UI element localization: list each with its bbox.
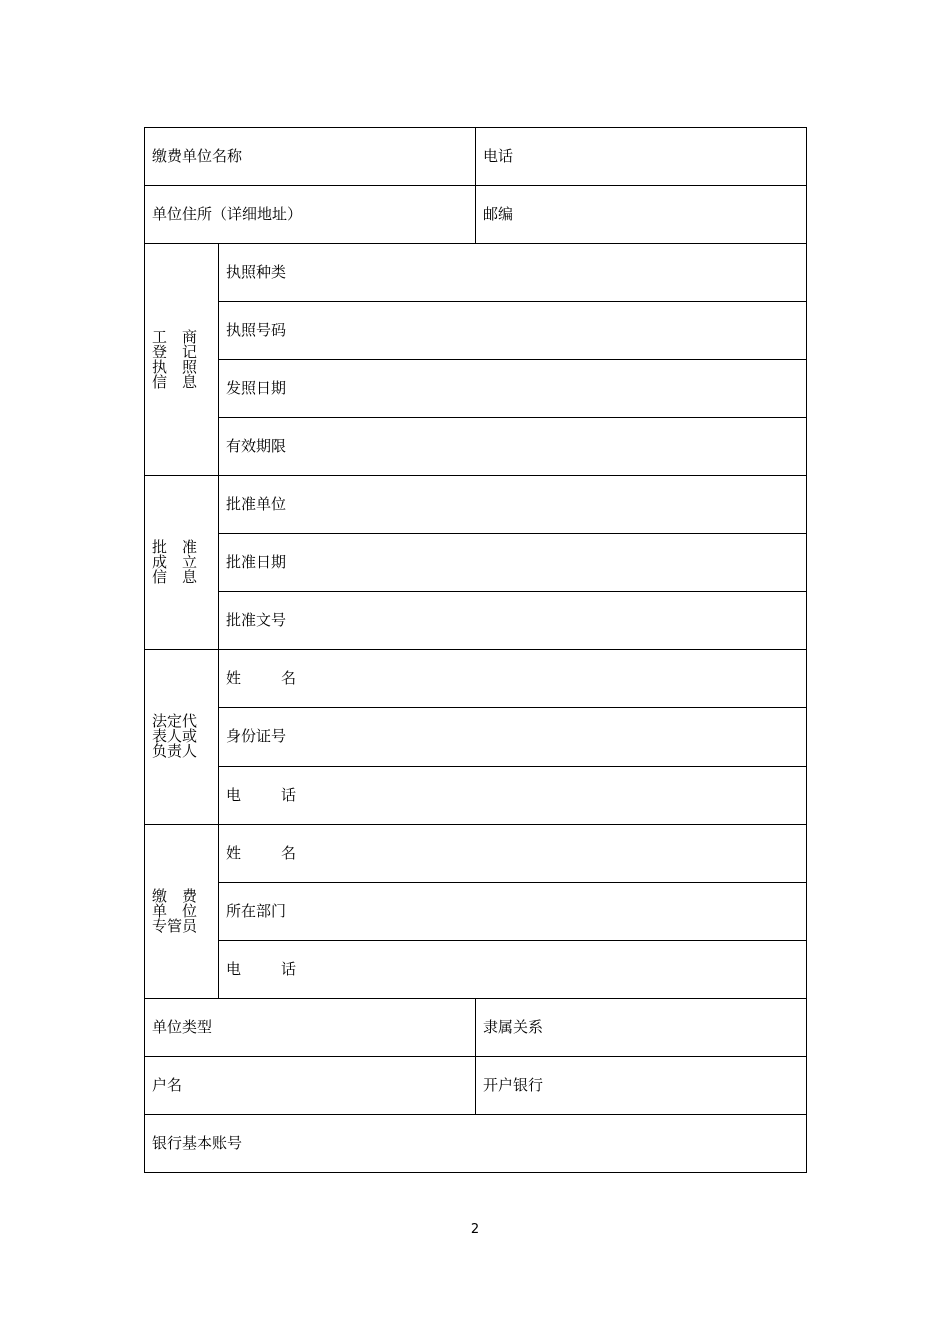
business-license-group-label <box>145 244 219 476</box>
postcode-field[interactable] <box>476 186 807 244</box>
row-unit-name <box>145 128 807 186</box>
group-line: 登 记 <box>152 342 198 361</box>
approval-group-label <box>145 476 219 650</box>
validity-period-label: 有效期限 <box>226 437 287 456</box>
phone-label-second-char: 话 <box>281 785 297 804</box>
row-address <box>145 186 807 244</box>
row-unit-type <box>145 998 807 1056</box>
manager-department-field[interactable] <box>219 882 807 940</box>
name-label-second-char: 名 <box>281 843 297 862</box>
group-line: 负责人 <box>152 742 198 761</box>
unit-name-field[interactable] <box>145 128 476 186</box>
registration-form-table <box>144 127 807 1173</box>
unit-type-field[interactable] <box>145 998 476 1056</box>
address-field[interactable] <box>145 186 476 244</box>
bank-account-label: 银行基本账号 <box>152 1133 243 1152</box>
group-line: 缴 费 <box>152 886 198 905</box>
legal-rep-phone-field[interactable] <box>219 766 807 824</box>
manager-name-field[interactable] <box>219 824 807 882</box>
unit-type-label: 单位类型 <box>152 1017 213 1036</box>
approving-unit-field[interactable] <box>219 476 807 534</box>
phone-label-second-char: 话 <box>281 959 297 978</box>
row-account-name <box>145 1056 807 1114</box>
name-label-second-char: 名 <box>281 669 297 688</box>
account-name-field[interactable] <box>145 1056 476 1114</box>
phone-label-first-char: 电 <box>226 785 242 804</box>
id-number-label: 身份证号 <box>226 727 287 746</box>
name-label-first-char: 姓 <box>226 669 242 688</box>
validity-period-field[interactable] <box>219 418 807 476</box>
legal-rep-group-label <box>145 650 219 824</box>
phone-label: 电话 <box>483 147 514 166</box>
license-number-field[interactable] <box>219 302 807 360</box>
legal-rep-id-field[interactable] <box>219 708 807 766</box>
group-line: 法定代 <box>152 712 198 731</box>
approval-date-field[interactable] <box>219 534 807 592</box>
affiliation-field[interactable] <box>476 998 807 1056</box>
page-number: 2 <box>470 1222 480 1237</box>
group-line: 批 准 <box>152 538 198 557</box>
group-line: 信 息 <box>152 372 198 391</box>
postcode-label: 邮编 <box>483 205 514 224</box>
group-line: 表人或 <box>152 727 198 746</box>
group-line: 成 立 <box>152 553 198 572</box>
row-bank-account <box>145 1114 807 1172</box>
issue-date-label: 发照日期 <box>226 379 287 398</box>
legal-rep-name-field[interactable] <box>219 650 807 708</box>
phone-label-first-char: 电 <box>226 959 242 978</box>
approval-doc-number-field[interactable] <box>219 592 807 650</box>
phone-field[interactable] <box>476 128 807 186</box>
license-type-field[interactable] <box>219 244 807 302</box>
bank-account-field[interactable] <box>145 1114 807 1172</box>
payment-manager-group-label <box>145 824 219 998</box>
affiliation-label: 隶属关系 <box>483 1017 544 1036</box>
license-number-label: 执照号码 <box>226 321 287 340</box>
bank-field[interactable] <box>476 1056 807 1114</box>
bank-label: 开户银行 <box>483 1075 544 1094</box>
group-line: 单 位 <box>152 901 198 920</box>
group-line: 工 商 <box>152 327 198 346</box>
name-label-first-char: 姓 <box>226 843 242 862</box>
unit-name-label: 缴费单位名称 <box>152 147 243 166</box>
group-line: 执 照 <box>152 357 198 376</box>
license-type-label: 执照种类 <box>226 263 287 282</box>
address-label: 单位住所（详细地址） <box>152 205 303 224</box>
group-line: 信 息 <box>152 568 198 587</box>
account-name-label: 户名 <box>152 1075 183 1094</box>
group-line: 专管员 <box>152 916 198 935</box>
approval-date-label: 批准日期 <box>226 553 287 572</box>
approving-unit-label: 批准单位 <box>226 495 287 514</box>
issue-date-field[interactable] <box>219 360 807 418</box>
department-label: 所在部门 <box>226 901 287 920</box>
manager-phone-field[interactable] <box>219 940 807 998</box>
approval-doc-number-label: 批准文号 <box>226 611 287 630</box>
